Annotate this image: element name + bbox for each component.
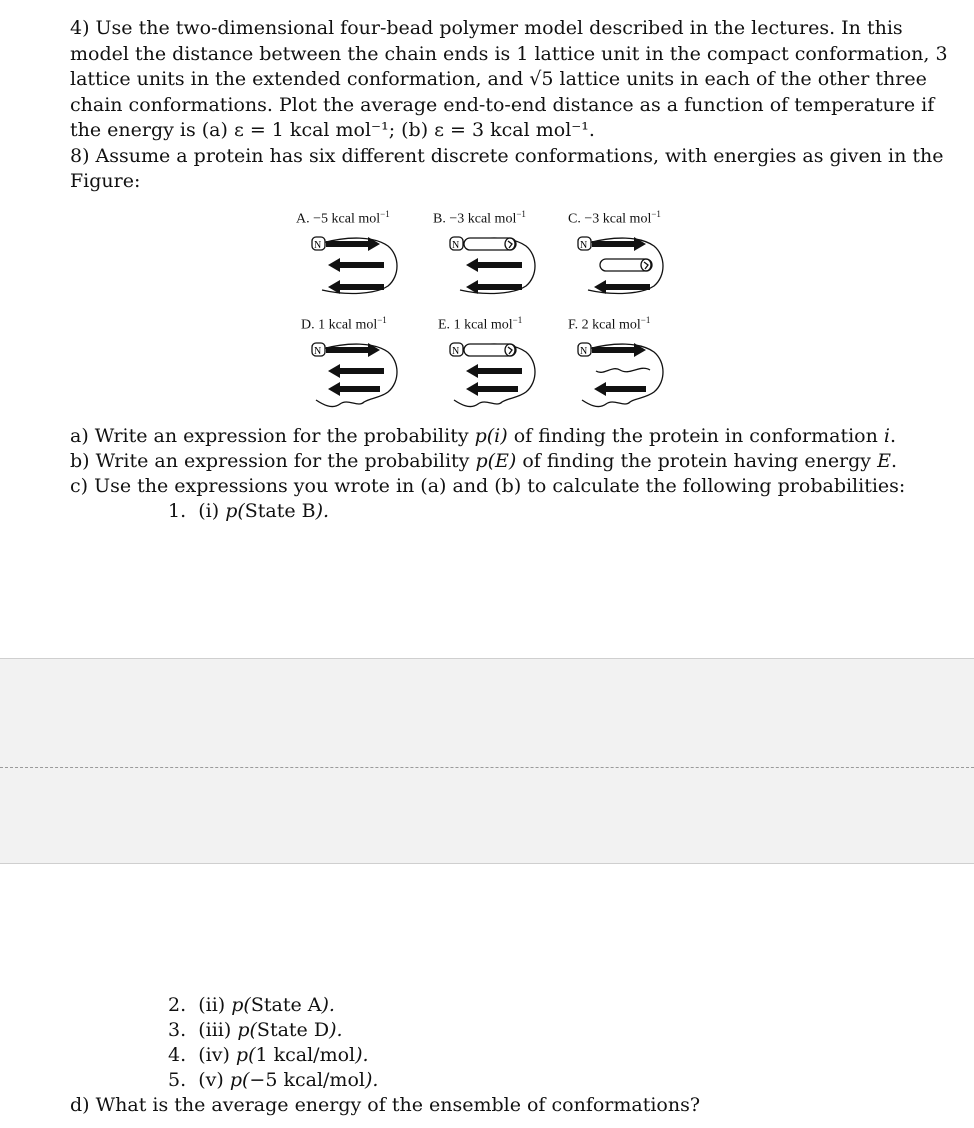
n-terminus-label: N (580, 346, 588, 357)
part-a (70, 424, 896, 449)
q4-line-2: model the distance between the chain ends is 1 lattice unit in the compact conformation, 3 (70, 42, 948, 65)
state-d-exp: −1 (377, 315, 387, 325)
sub-item-5-p: p( (229, 1069, 250, 1091)
q8-line-1: 8) Assume a protein has six different discrete conformations, with energies as given in the (70, 144, 944, 167)
part-b-text: b) Write an expression for the probability (70, 450, 476, 472)
state-f-energy: 2 kcal mol (581, 317, 641, 333)
state-e-icon (446, 338, 546, 416)
sub-item-5-close: ). (364, 1069, 379, 1091)
n-terminus-label: N (452, 240, 460, 251)
helix-cylinder (464, 238, 516, 250)
state-b-letter: B. (433, 211, 446, 227)
sub-item-4-p: p( (235, 1044, 256, 1066)
sub-item-3 (168, 1018, 343, 1043)
strand-arrow-3 (328, 280, 384, 294)
state-d-energy: 1 kcal mol (318, 317, 378, 333)
state-a-letter: A. (296, 211, 310, 227)
sub-item-5-arg: −5 kcal/mol (249, 1069, 365, 1091)
sub-item-4 (168, 1043, 369, 1068)
sub-item-1-number: 1. (168, 500, 187, 522)
state-c-letter: C. (568, 211, 581, 227)
strand-arrow-3 (328, 382, 380, 396)
state-e-label (438, 315, 522, 334)
state-c-exp: −1 (651, 209, 661, 219)
sub-item-5-number: 5. (168, 1069, 187, 1091)
state-b-icon (446, 232, 546, 302)
state-e-exp: −1 (512, 315, 523, 325)
q4-line-3: lattice units in the extended conformation, and √5 lattice units in each of the other three (70, 68, 927, 90)
answer-area (0, 658, 974, 864)
n-terminus-label: N (314, 240, 322, 251)
part-b-text-2: of finding the protein having energy (516, 450, 878, 472)
sub-item-2-arg: State A (250, 994, 322, 1016)
part-b-symbol-2: E (877, 450, 891, 472)
sub-item-5 (168, 1068, 378, 1093)
part-a-text: a) Write an expression for the probability (70, 425, 475, 447)
strand-arrow-3 (594, 280, 650, 294)
state-c-energy: −3 kcal mol (584, 211, 652, 227)
q4-line-5: the energy is (a) ε = 1 kcal mol⁻¹; (b) ε = 3 kcal mol⁻¹. (70, 119, 595, 141)
state-b-exp: −1 (516, 209, 526, 219)
sub-item-2-p: p( (231, 994, 251, 1016)
sub-item-3-close: ). (329, 1019, 343, 1041)
sub-item-1-close: ). (315, 500, 330, 522)
sub-item-3-roman: (iii) (198, 1019, 232, 1041)
state-a-energy: −5 kcal mol (313, 211, 381, 227)
sub-item-2-close: ). (321, 994, 335, 1016)
q4-line-1: 4) Use the two-dimensional four-bead polymer model described in the lectures. In this (70, 17, 903, 39)
state-b-label (433, 209, 526, 228)
state-b-energy: −3 kcal mol (449, 211, 517, 227)
sub-item-1-arg: State B (244, 500, 316, 522)
state-f-exp: −1 (640, 315, 651, 325)
part-b-symbol: p(E) (475, 450, 517, 472)
q8-line-2: Figure: (70, 170, 141, 192)
sub-item-2-roman: (ii) (198, 994, 226, 1016)
state-f-label (568, 315, 650, 334)
state-c-label (568, 209, 661, 228)
wavy-backbone-loop (582, 344, 663, 406)
state-f-letter: F. (568, 317, 579, 333)
strand-arrow-2 (466, 258, 522, 272)
sub-item-1-p: p( (225, 500, 245, 522)
sub-item-2 (168, 993, 335, 1018)
sub-item-3-arg: State D (256, 1019, 330, 1041)
strand-arrow-2 (466, 364, 522, 378)
sub-item-5-roman: (v) (198, 1069, 224, 1091)
sub-item-3-p: p( (237, 1019, 257, 1041)
state-a-label (296, 209, 390, 228)
sub-item-4-close: ). (355, 1044, 369, 1066)
state-d-icon (308, 338, 408, 416)
part-b (70, 449, 897, 474)
state-f-icon (574, 338, 674, 416)
state-d-letter: D. (301, 317, 315, 333)
random-coil (596, 368, 650, 372)
part-a-symbol-2: i (883, 425, 890, 447)
helix-cylinder (464, 344, 516, 356)
strand-arrow-2 (328, 258, 384, 272)
state-a-icon (308, 232, 408, 302)
q4-line-4: chain conformations. Plot the average end-to-end distance as a function of temperature if (70, 93, 935, 116)
strand-arrow-3 (466, 382, 518, 396)
n-terminus-label: N (452, 346, 460, 357)
part-b-end: . (890, 450, 898, 472)
part-c: c) Use the expressions you wrote in (a) and (b) to calculate the following probabilities: (70, 475, 906, 497)
state-e-letter: E. (438, 317, 451, 333)
strand-arrow-3 (594, 382, 646, 396)
part-a-text-2: of finding the protein in conformation (507, 425, 884, 447)
helix-cylinder (600, 259, 652, 271)
n-terminus-label: N (580, 240, 588, 251)
strand-arrow-2 (328, 364, 384, 378)
sub-item-4-arg: 1 kcal/mol (255, 1044, 356, 1066)
part-d: d) What is the average energy of the ensemble of conformations? (70, 1094, 701, 1116)
helix-two-strand-loop-icon (450, 343, 535, 407)
state-a-exp: −1 (380, 209, 390, 219)
n-terminus-label: N (314, 346, 322, 357)
sub-item-1-roman: (i) (198, 500, 220, 522)
state-d-label (301, 315, 387, 334)
sub-item-4-roman: (iv) (198, 1044, 230, 1066)
part-a-symbol: p(i) (474, 425, 508, 447)
state-c-icon (574, 232, 674, 302)
wavy-backbone-loop (316, 344, 397, 406)
part-a-end: . (889, 425, 897, 447)
sub-item-3-number: 3. (168, 1019, 187, 1041)
dashed-divider (0, 767, 974, 768)
strand-arrow-3 (466, 280, 522, 294)
sub-item-1 (168, 499, 329, 524)
sub-item-4-number: 4. (168, 1044, 187, 1066)
sub-item-2-number: 2. (168, 994, 187, 1016)
state-e-energy: 1 kcal mol (453, 317, 513, 333)
